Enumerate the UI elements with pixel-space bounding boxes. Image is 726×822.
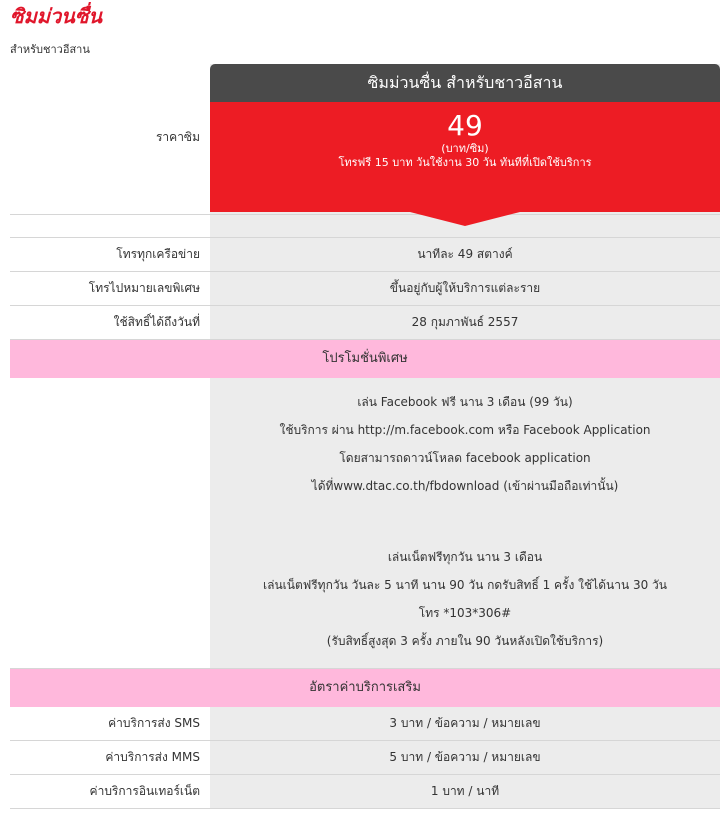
row-label: โทรทุกเครือข่าย: [10, 238, 210, 271]
extra-section-header: อัตราค่าบริการเสริม: [10, 669, 720, 707]
table-row: [10, 741, 720, 775]
table-row: [10, 306, 720, 340]
price-note: โทรฟรี 15 บาท วันใช้งาน 30 วัน ทันทีที่เปิดใช้บริการ: [338, 156, 592, 169]
price-label: ราคาซิม: [10, 64, 210, 214]
page-title: ซิมม่วนซื่น: [10, 4, 103, 28]
promo-line: โดยสามารถดาวน์โหลด facebook application: [339, 451, 591, 465]
table-row: [10, 775, 720, 809]
row-label: ค่าบริการส่ง MMS: [10, 741, 210, 774]
row-value: นาทีละ 49 สตางค์: [210, 238, 720, 271]
page-subtitle: สำหรับชาวอีสาน: [10, 43, 90, 56]
promo-line: ใช้บริการ ผ่าน http://m.facebook.com หรือ Facebook Application: [279, 423, 651, 437]
price-value: 49: [447, 109, 483, 142]
spacer-row: [10, 215, 720, 238]
row-label: โทรไปหมายเลขพิเศษ: [10, 272, 210, 305]
row-value: ขึ้นอยู่กับผู้ให้บริการแต่ละราย: [210, 272, 720, 305]
promo-details: [210, 378, 720, 668]
promo-section-header: โปรโมชั่นพิเศษ: [10, 340, 720, 378]
promo-line: (รับสิทธิ์สูงสุด 3 ครั้ง ภายใน 90 วันหลังเปิดใช้บริการ): [326, 634, 604, 648]
row-value: 28 กุมภาพันธ์ 2557: [210, 306, 720, 339]
promo-line: ได้ที่www.dtac.co.th/fbdownload (เข้าผ่านมือถือเท่านั้น): [311, 479, 619, 493]
promo-line: เล่นเน็ตฟรีทุกวัน วันละ 5 นาที นาน 90 วัน กดรับสิทธิ์ 1 ครั้ง ใช้ได้นาน 30 วัน: [262, 578, 667, 592]
price-unit: (บาท/ซิม): [441, 142, 489, 155]
table-row: [10, 238, 720, 272]
promo-line: เล่น Facebook ฟรี นาน 3 เดือน (99 วัน): [357, 395, 573, 409]
table-row: [10, 272, 720, 306]
row-value: 1 บาท / นาที: [210, 775, 720, 808]
promo-label: [10, 378, 210, 668]
price-row: [10, 64, 720, 215]
row-label: ค่าบริการอินเทอร์เน็ต: [10, 775, 210, 808]
plan-card: [210, 64, 720, 214]
row-value: 3 บาท / ข้อความ / หมายเลข: [210, 707, 720, 740]
plan-name: ซิมม่วนซื่น สำหรับชาวอีสาน: [210, 64, 720, 102]
table-row: [10, 707, 720, 741]
promo-line: เล่นเน็ตฟรีทุกวัน นาน 3 เดือน: [387, 550, 543, 564]
price-arrow: [410, 212, 520, 226]
row-label: ใช้สิทธิ์ได้ถึงวันที่: [10, 306, 210, 339]
price-panel: [210, 102, 720, 212]
promo-row: [10, 378, 720, 669]
plan-table: [10, 64, 720, 809]
row-label: ค่าบริการส่ง SMS: [10, 707, 210, 740]
row-value: 5 บาท / ข้อความ / หมายเลข: [210, 741, 720, 774]
promo-line: โทร *103*306#: [418, 606, 512, 620]
spacer-label: [10, 215, 210, 237]
